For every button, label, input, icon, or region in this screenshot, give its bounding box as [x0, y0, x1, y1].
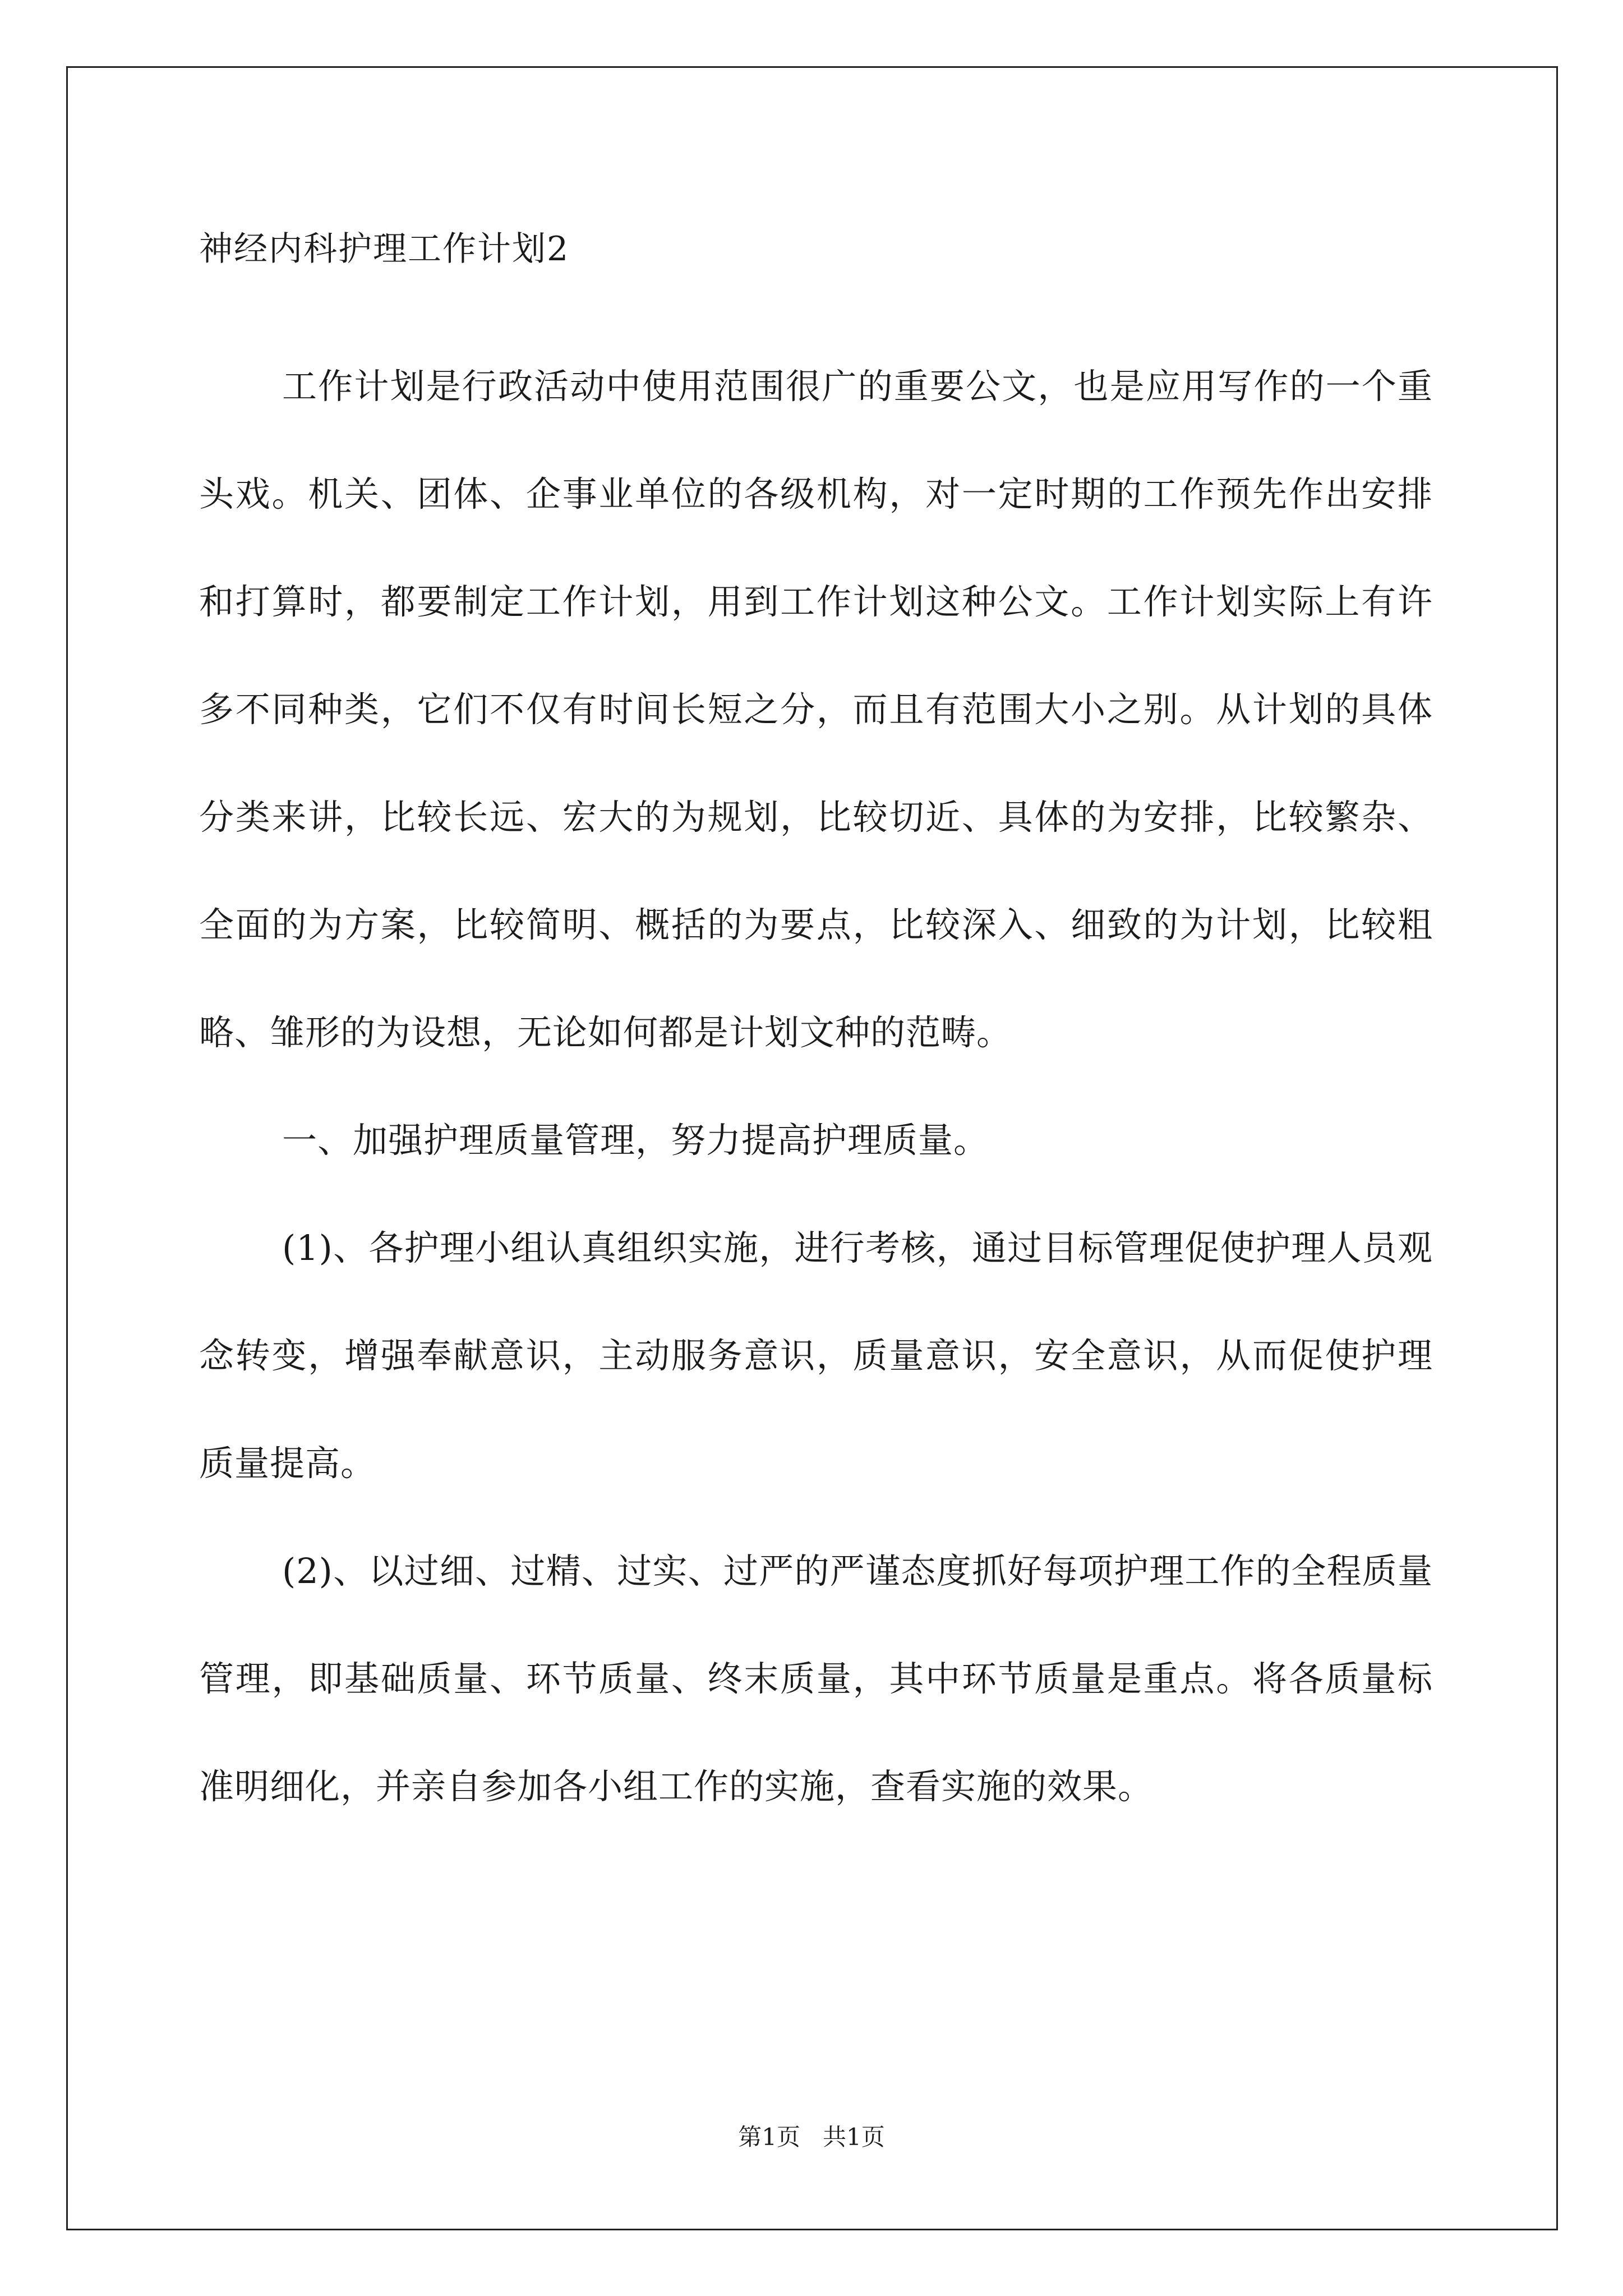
section-heading-1: 一、加强护理质量管理，努力提高护理质量。 — [282, 1120, 989, 1161]
document-body — [199, 223, 1433, 1841]
page-footer: 第1页 共1页 — [738, 2123, 885, 2151]
document-title: 神经内科护理工作计划2 — [199, 229, 570, 269]
intro-paragraph: 工作计划是行政活动中使用范围很广的重要公文，也是应用写作的一个重头戏。机关、团体、企事业单位的各级机构，对一定时期的工作预先作出安排和打算时，都要制定工作计划，用到工作计划这种公文。工作计划实际上有许多不同种类，它们不仅有时间长短之分，而且有范围大小之别。从计划的具体分类来讲，比较长远、宏大的为规划，比较切近、具体的为安排，比较繁杂、全面的为方案，比较简明、概括的为要点，比较深入、细致的为计划，比较粗略、雏形的为设想，无论如何都是计划文种的范畴。 — [199, 366, 1433, 1053]
item-paragraph-1: (1)、各护理小组认真组织实施，进行考核，通过目标管理促使护理人员观念转变，增强奉献意识，主动服务意识，质量意识，安全意识，从而促使护理质量提高。 — [199, 1227, 1433, 1484]
item-paragraph-2: (2)、以过细、过精、过实、过严的严谨态度抓好每项护理工作的全程质量管理，即基础质量、环节质量、终末质量，其中环节质量是重点。将各质量标准明细化，并亲自参加各小组工作的实施，查看实施的效果。 — [199, 1550, 1433, 1807]
